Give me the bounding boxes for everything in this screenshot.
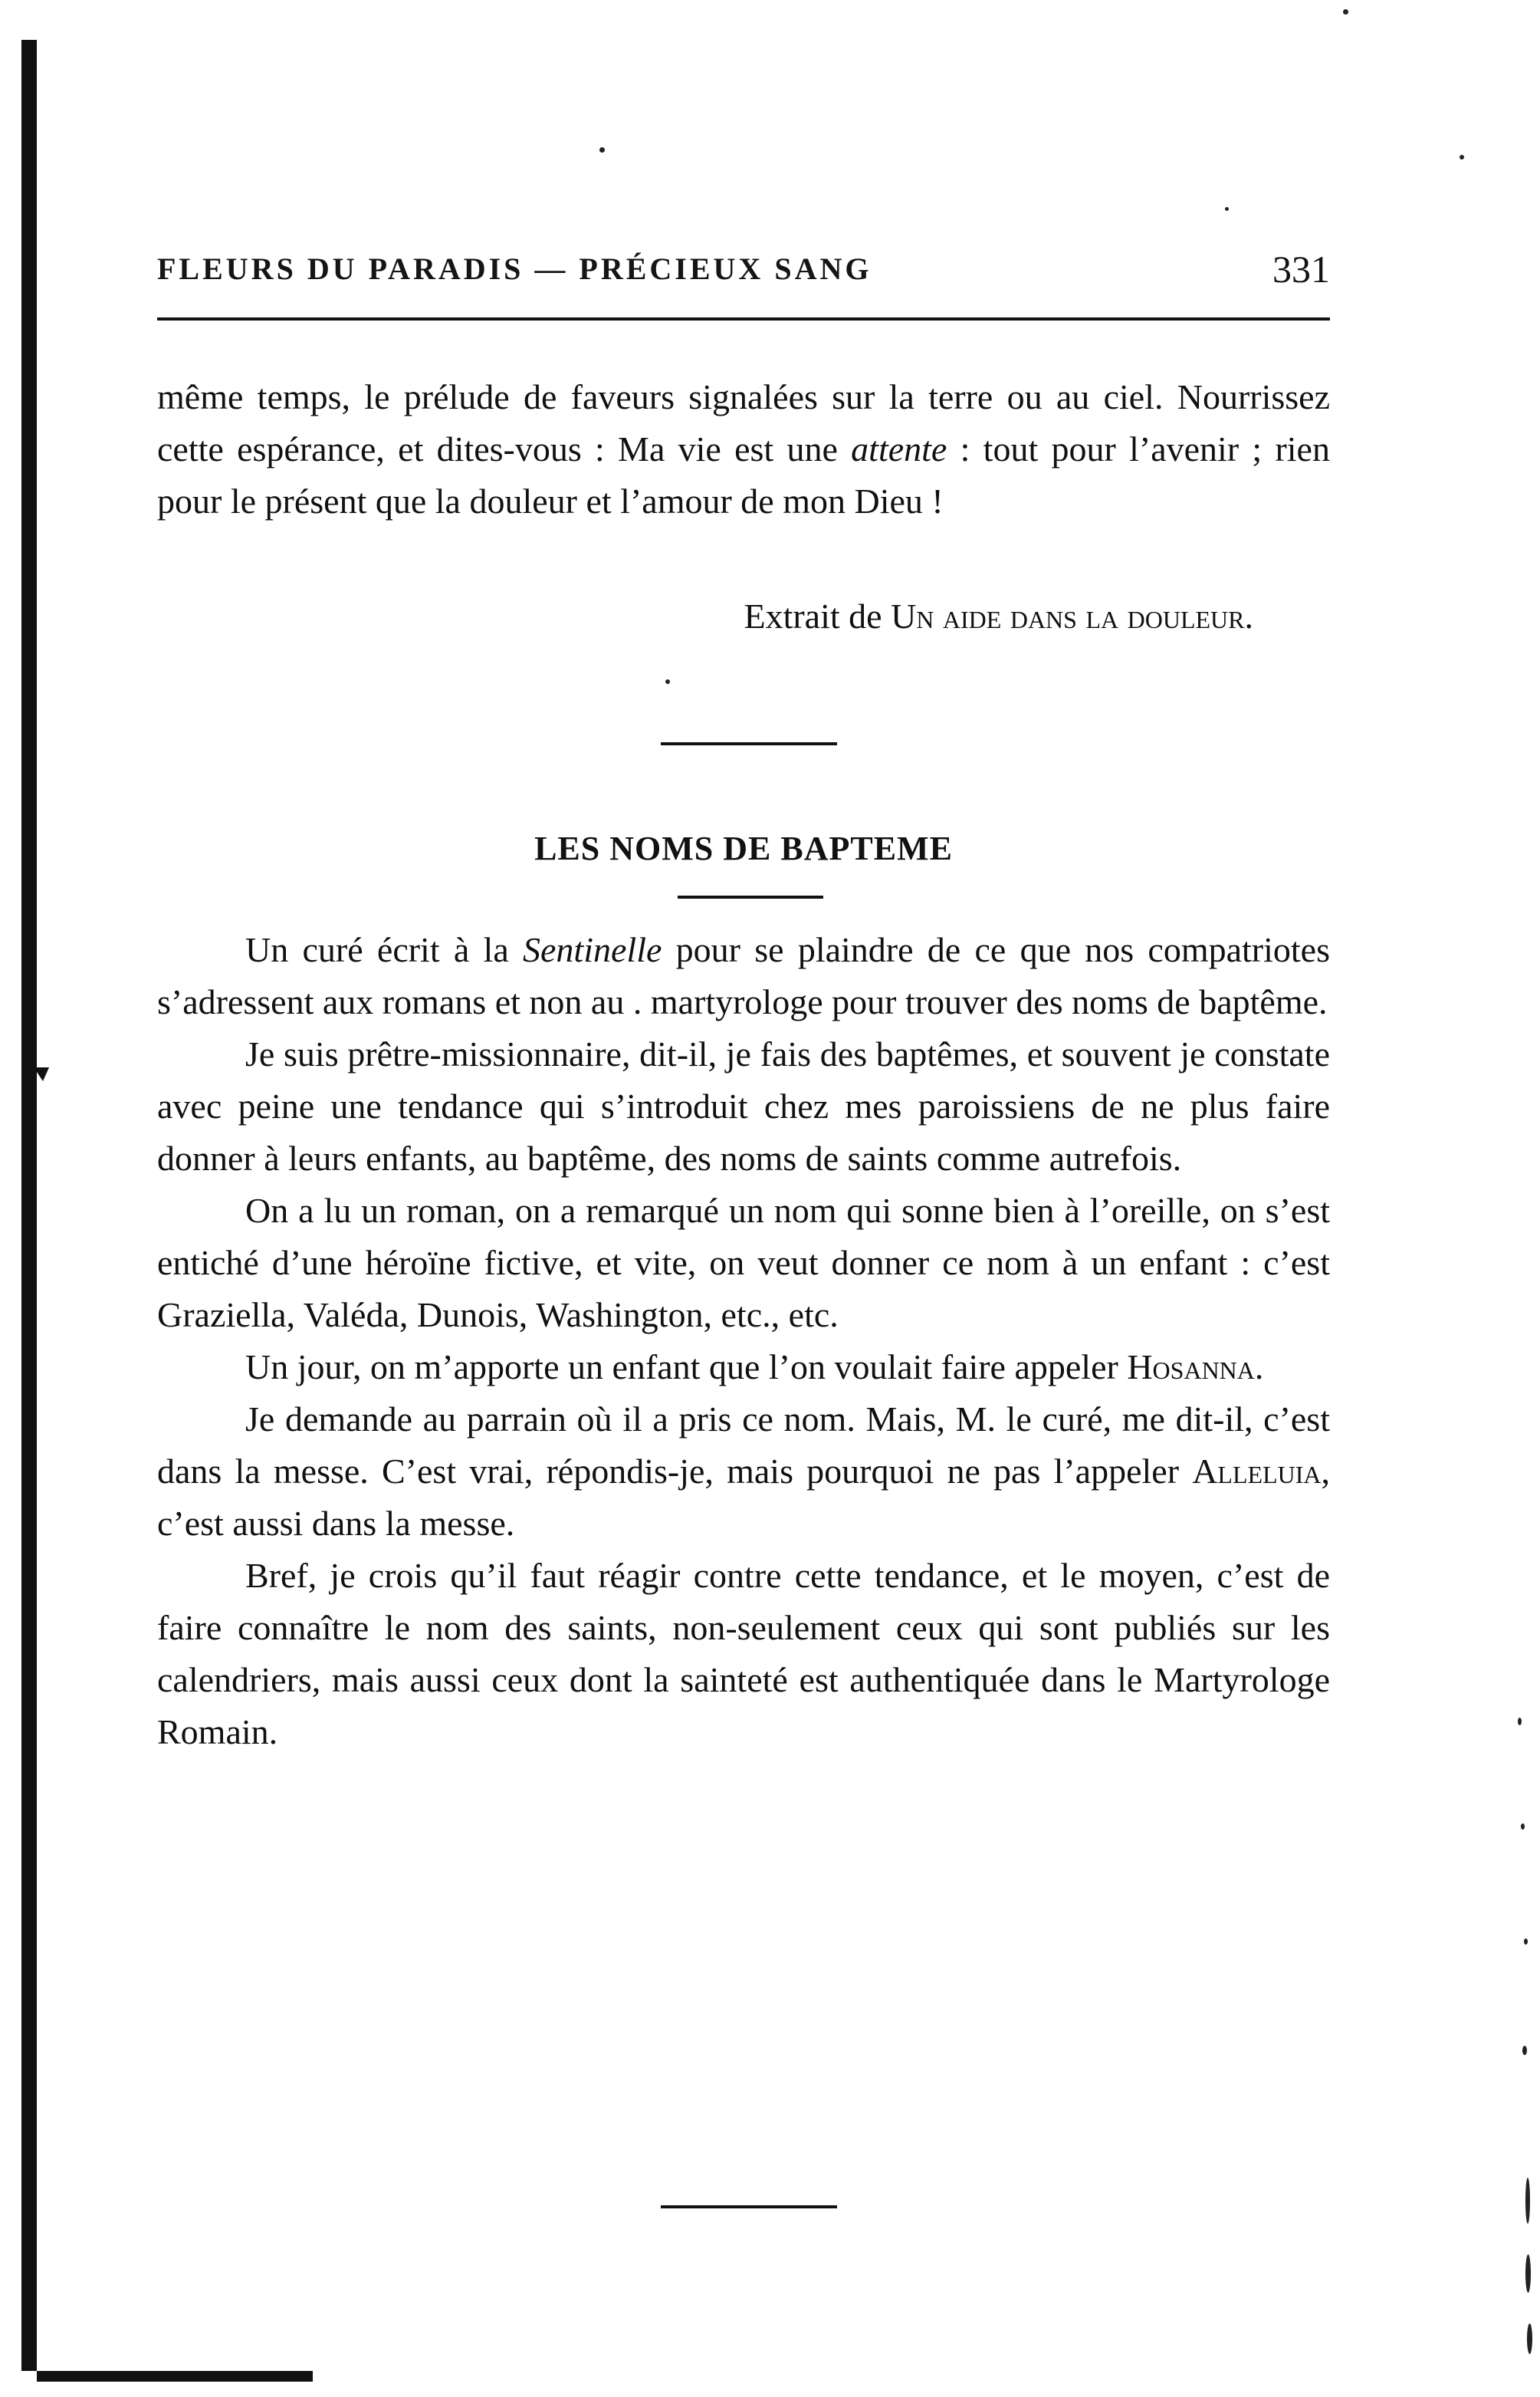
source-citation — [157, 590, 1253, 643]
paragraph-3: On a lu un roman, on a remarqué un nom qui sonne bien à l’oreille, on s’est entiché d’une héroïne fictive, et vite, on veut donner ce nom à un enfant : c’est Graziella, Valéda, Dunois, Washington, etc., etc. — [157, 1191, 1330, 1334]
header-rule — [157, 317, 1330, 321]
paragraph-2: Je suis prêtre-missionnaire, dit-il, je fais des baptêmes, et souvent je constate avec peine une tendance qui s’introduit chez mes paroissiens de ne plus faire donner à leurs enfants, au baptême, des noms de saints comme autrefois. — [157, 1034, 1330, 1178]
ink-speck — [1522, 2046, 1527, 2055]
source-title: Un aide dans la douleur. — [891, 597, 1253, 636]
p4-name: Hosanna — [1127, 1347, 1255, 1386]
p4-text-a: Un jour, on m’apporte un enfant que l’on voulait faire appeler — [245, 1347, 1128, 1386]
page-edge-shadow — [21, 40, 37, 2371]
ink-speck — [1518, 1718, 1522, 1725]
ink-speck — [1525, 2254, 1531, 2293]
p1-text-b: pour se plaindre de ce que nos compatriotes s’adressent aux romans et non au . martyrologe pour trouver des noms de baptême. — [157, 930, 1330, 1021]
ink-speck — [1460, 155, 1464, 159]
running-head — [157, 242, 1330, 296]
ink-speck — [599, 147, 605, 153]
title-underline — [678, 896, 823, 899]
paragraph-4 — [157, 1341, 1330, 1393]
p1-emphasis: Sentinelle — [523, 930, 662, 969]
ink-speck — [1521, 1823, 1525, 1830]
p5-name: Alleluia — [1192, 1452, 1322, 1491]
ink-speck — [1343, 9, 1348, 15]
ink-speck — [1524, 1938, 1528, 1945]
ink-speck — [665, 679, 670, 684]
p5-text-a: Je demande au parrain où il a pris ce nom. Mais, M. le curé, me dit-il, c’est dans la messe. C’est vrai, répondis-je, mais pourquoi ne pas l’appeler — [157, 1399, 1330, 1491]
p1-text-a: Un curé écrit à la — [245, 930, 524, 969]
page-bottom-shadow — [37, 2371, 313, 2382]
page-number: 331 — [1272, 248, 1330, 291]
intro-paragraph — [157, 371, 1330, 528]
ink-speck — [1527, 2323, 1532, 2354]
source-prefix: Extrait de — [744, 597, 891, 636]
p5-text-b: , c’est aussi dans la messe. — [157, 1452, 1330, 1543]
end-divider — [661, 2205, 837, 2208]
paragraph-6: Bref, je crois qu’il faut réagir contre cette tendance, et le moyen, c’est de faire connaître le nom des saints, non-seulement ceux qui sont publiés sur les calendriers, mais aussi ceux dont la sainteté est authentiquée dans le Martyrologe Romain. — [157, 1556, 1330, 1751]
article-title: LES NOMS DE BAPTEME — [534, 830, 953, 867]
section-divider — [661, 742, 837, 745]
intro-text — [157, 371, 1330, 528]
p4-text-b: . — [1254, 1347, 1264, 1386]
paragraph-5 — [157, 1393, 1330, 1550]
ink-speck — [1225, 207, 1229, 211]
article-body — [157, 924, 1330, 1758]
paragraph-1 — [157, 924, 1330, 1028]
intro-emphasis: attente — [851, 429, 947, 469]
intro-text-1: même temps, le prélude de faveurs signalées sur la terre ou au ciel. Nourrissez cette espérance, et dites-vous : Ma vie est une — [157, 377, 1330, 469]
intro-text-2: : tout pour l’avenir ; rien pour le présent que la douleur et l’amour de mon Dieu ! — [157, 429, 1330, 521]
running-title: FLEURS DU PARADIS — PRÉCIEUX SANG — [157, 252, 872, 286]
ink-speck — [1525, 2178, 1530, 2224]
